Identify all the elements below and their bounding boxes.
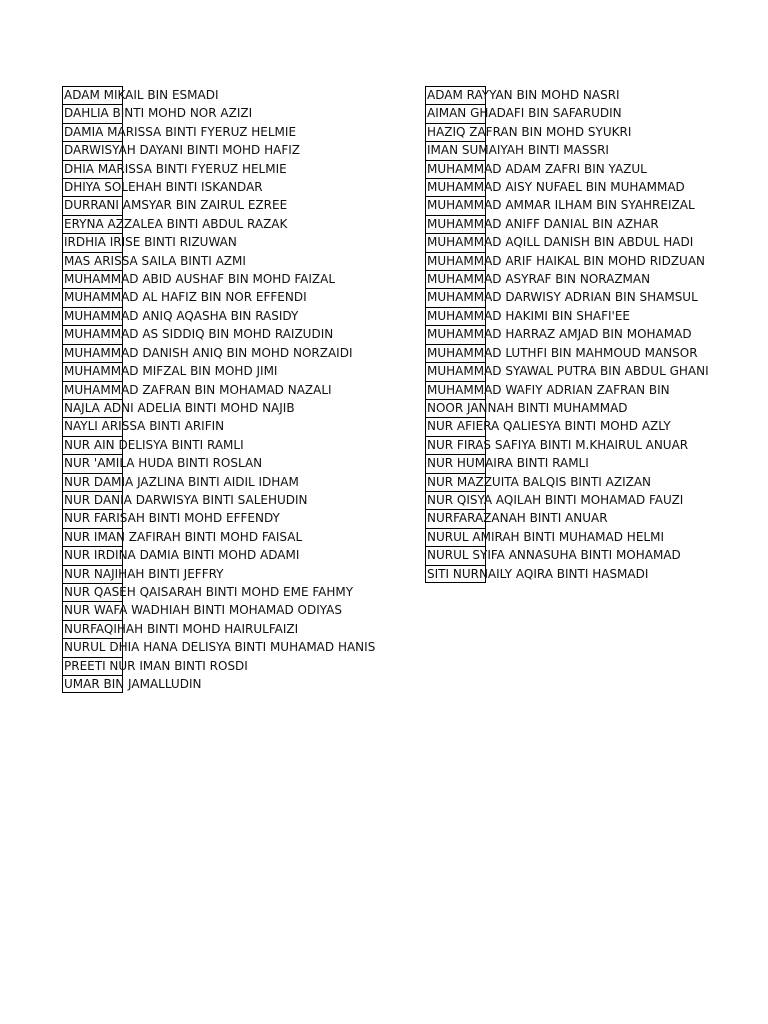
student-name: DAMIA MARISSA BINTI FYERUZ HELMIE [64,124,297,139]
student-name: MUHAMMAD SYAWAL PUTRA BIN ABDUL GHANI [427,364,709,379]
student-name: DHIYA SOLEHAH BINTI ISKANDAR [64,180,263,195]
list-item [425,86,668,104]
list-item [425,491,684,509]
student-name: MUHAMMAD ABID AUSHAF BIN MOHD FAIZAL [64,272,336,287]
student-name: MUHAMMAD AISY NUFAEL BIN MUHAMMAD [427,180,685,195]
list-item [425,509,668,527]
list-item [62,638,768,656]
student-name: AIMAN GHADAFI BIN SAFARUDIN [427,106,622,121]
student-name: NURFARAZANAH BINTI ANUAR [427,511,608,526]
student-name: NUR QISYA AQILAH BINTI MOHAMAD FAUZI [427,492,684,507]
student-name: MUHAMMAD DARWISY ADRIAN BIN SHAMSUL [427,290,698,305]
list-item [425,546,681,564]
student-name: NUR IRDINA DAMIA BINTI MOHD ADAMI [64,548,300,563]
list-item [425,565,668,583]
student-name: NUR NAJIHAH BINTI JEFFRY [64,566,224,581]
list-item [425,473,668,491]
student-name: PREETI NUR IMAN BINTI ROSDI [64,658,248,673]
list-item [425,123,668,141]
student-name: IMAN SUMAIYAH BINTI MASSRI [427,143,609,158]
list-item [425,417,671,435]
student-name: NAJLA ADNI ADELIA BINTI MOHD NAJIB [64,400,295,415]
list-item [425,215,668,233]
list-item [425,381,668,399]
student-name: NUR HUMAIRA BINTI RAMLI [427,456,589,471]
list-item [62,675,768,693]
student-name: NUR 'AMILA HUDA BINTI ROSLAN [64,456,263,471]
student-name: MUHAMMAD DANISH ANIQ BIN MOHD NORZAIDI [64,345,353,360]
student-name: NUR AIN DELISYA BINTI RAMLI [64,437,244,452]
student-name: NUR WAFA WADHIAH BINTI MOHAMAD ODIYAS [64,603,342,618]
list-item [425,288,698,306]
list-item [62,657,768,675]
student-name: NURUL AMIRAH BINTI MUHAMAD HELMI [427,529,664,544]
list-item [425,104,668,122]
list-item [62,583,768,601]
student-name: ADAM RAYYAN BIN MOHD NASRI [427,88,620,102]
list-item [425,307,668,325]
student-name: MUHAMMAD HAKIMI BIN SHAFI'EE [427,308,631,323]
student-name: NUR IMAN ZAFIRAH BINTI MOHD FAISAL [64,529,303,544]
list-item [425,178,685,196]
student-name: MUHAMMAD ANIFF DANIAL BIN AZHAR [427,216,659,231]
student-name: NURUL DHIA HANA DELISYA BINTI MUHAMAD HANIS [64,640,376,655]
student-name: NUR MAZZUITA BALQIS BINTI AZIZAN [427,474,652,489]
student-name: NURFAQIHAH BINTI MOHD HAIRULFAIZI [64,621,299,636]
student-name: MUHAMMAD LUTHFI BIN MAHMOUD MANSOR [427,345,698,360]
list-item [425,325,692,343]
student-name: NAYLI ARISSA BINTI ARIFIN [64,419,225,434]
student-name: DAHLIA BINTI MOHD NOR AZIZI [64,106,253,121]
list-item [62,620,768,638]
student-name: MUHAMMAD ZAFRAN BIN MOHAMAD NAZALI [64,382,332,397]
student-name: ADAM MIKAIL BIN ESMADI [64,88,219,102]
student-name: ERYNA AZZALEA BINTI ABDUL RAZAK [64,216,288,231]
list-item [425,270,668,288]
student-name: NOOR JANNAH BINTI MUHAMMAD [427,400,628,415]
student-name: NUR FIRAS SAFIYA BINTI M.KHAIRUL ANUAR [427,437,689,452]
name-list-right [425,86,709,583]
student-name: MUHAMMAD ANIQ AQASHA BIN RASIDY [64,308,299,323]
student-name: UMAR BIN JAMALLUDIN [64,677,202,691]
list-item [425,344,698,362]
student-name: MUHAMMAD AS SIDDIQ BIN MOHD RAIZUDIN [64,327,334,342]
list-item [425,233,694,251]
student-name: DARWISYAH DAYANI BINTI MOHD HAFIZ [64,143,301,158]
student-name: MUHAMMAD AL HAFIZ BIN NOR EFFENDI [64,290,307,305]
student-name: DURRANI AMSYAR BIN ZAIRUL EZREE [64,198,288,213]
student-name: MUHAMMAD ARIF HAIKAL BIN MOHD RIDZUAN [427,253,706,268]
student-name: SITI NURNAILY AQIRA BINTI HASMADI [427,566,649,581]
student-name: MUHAMMAD ADAM ZAFRI BIN YAZUL [427,161,647,176]
student-name: HAZIQ ZAFRAN BIN MOHD SYUKRI [427,124,632,139]
student-name: MUHAMMAD MIFZAL BIN MOHD JIMI [64,364,278,379]
student-name: MUHAMMAD AMMAR ILHAM BIN SYAHREIZAL [427,198,695,213]
student-name: MUHAMMAD ASYRAF BIN NORAZMAN [427,272,651,287]
list-item [425,362,709,380]
list-item [62,601,768,619]
student-name: MUHAMMAD AQILL DANISH BIN ABDUL HADI [427,235,694,250]
list-item [425,196,695,214]
list-item [425,399,668,417]
student-name: NUR QASEH QAISARAH BINTI MOHD EME FAHMY [64,584,354,599]
list-item [425,454,668,472]
list-item [425,252,706,270]
student-name: DHIA MARISSA BINTI FYERUZ HELMIE [64,161,287,176]
list-item [425,436,689,454]
list-item [425,528,668,546]
student-name: IRDHIA IRISE BINTI RIZUWAN [64,235,237,250]
student-name: MUHAMMAD HARRAZ AMJAD BIN MOHAMAD [427,327,692,342]
list-item [425,141,668,159]
list-item [425,160,668,178]
student-name: MAS ARISSA SAILA BINTI AZMI [64,253,246,268]
student-name: NURUL SYIFA ANNASUHA BINTI MOHAMAD [427,548,681,563]
student-name: MUHAMMAD WAFIY ADRIAN ZAFRAN BIN [427,382,670,397]
student-name: NUR FARISAH BINTI MOHD EFFENDY [64,511,280,526]
student-name: NUR DANIA DARWISYA BINTI SALEHUDIN [64,492,308,507]
student-name: NUR DAMIA JAZLINA BINTI AIDIL IDHAM [64,474,299,489]
student-name: NUR AFIERA QALIESYA BINTI MOHD AZLY [427,419,671,434]
